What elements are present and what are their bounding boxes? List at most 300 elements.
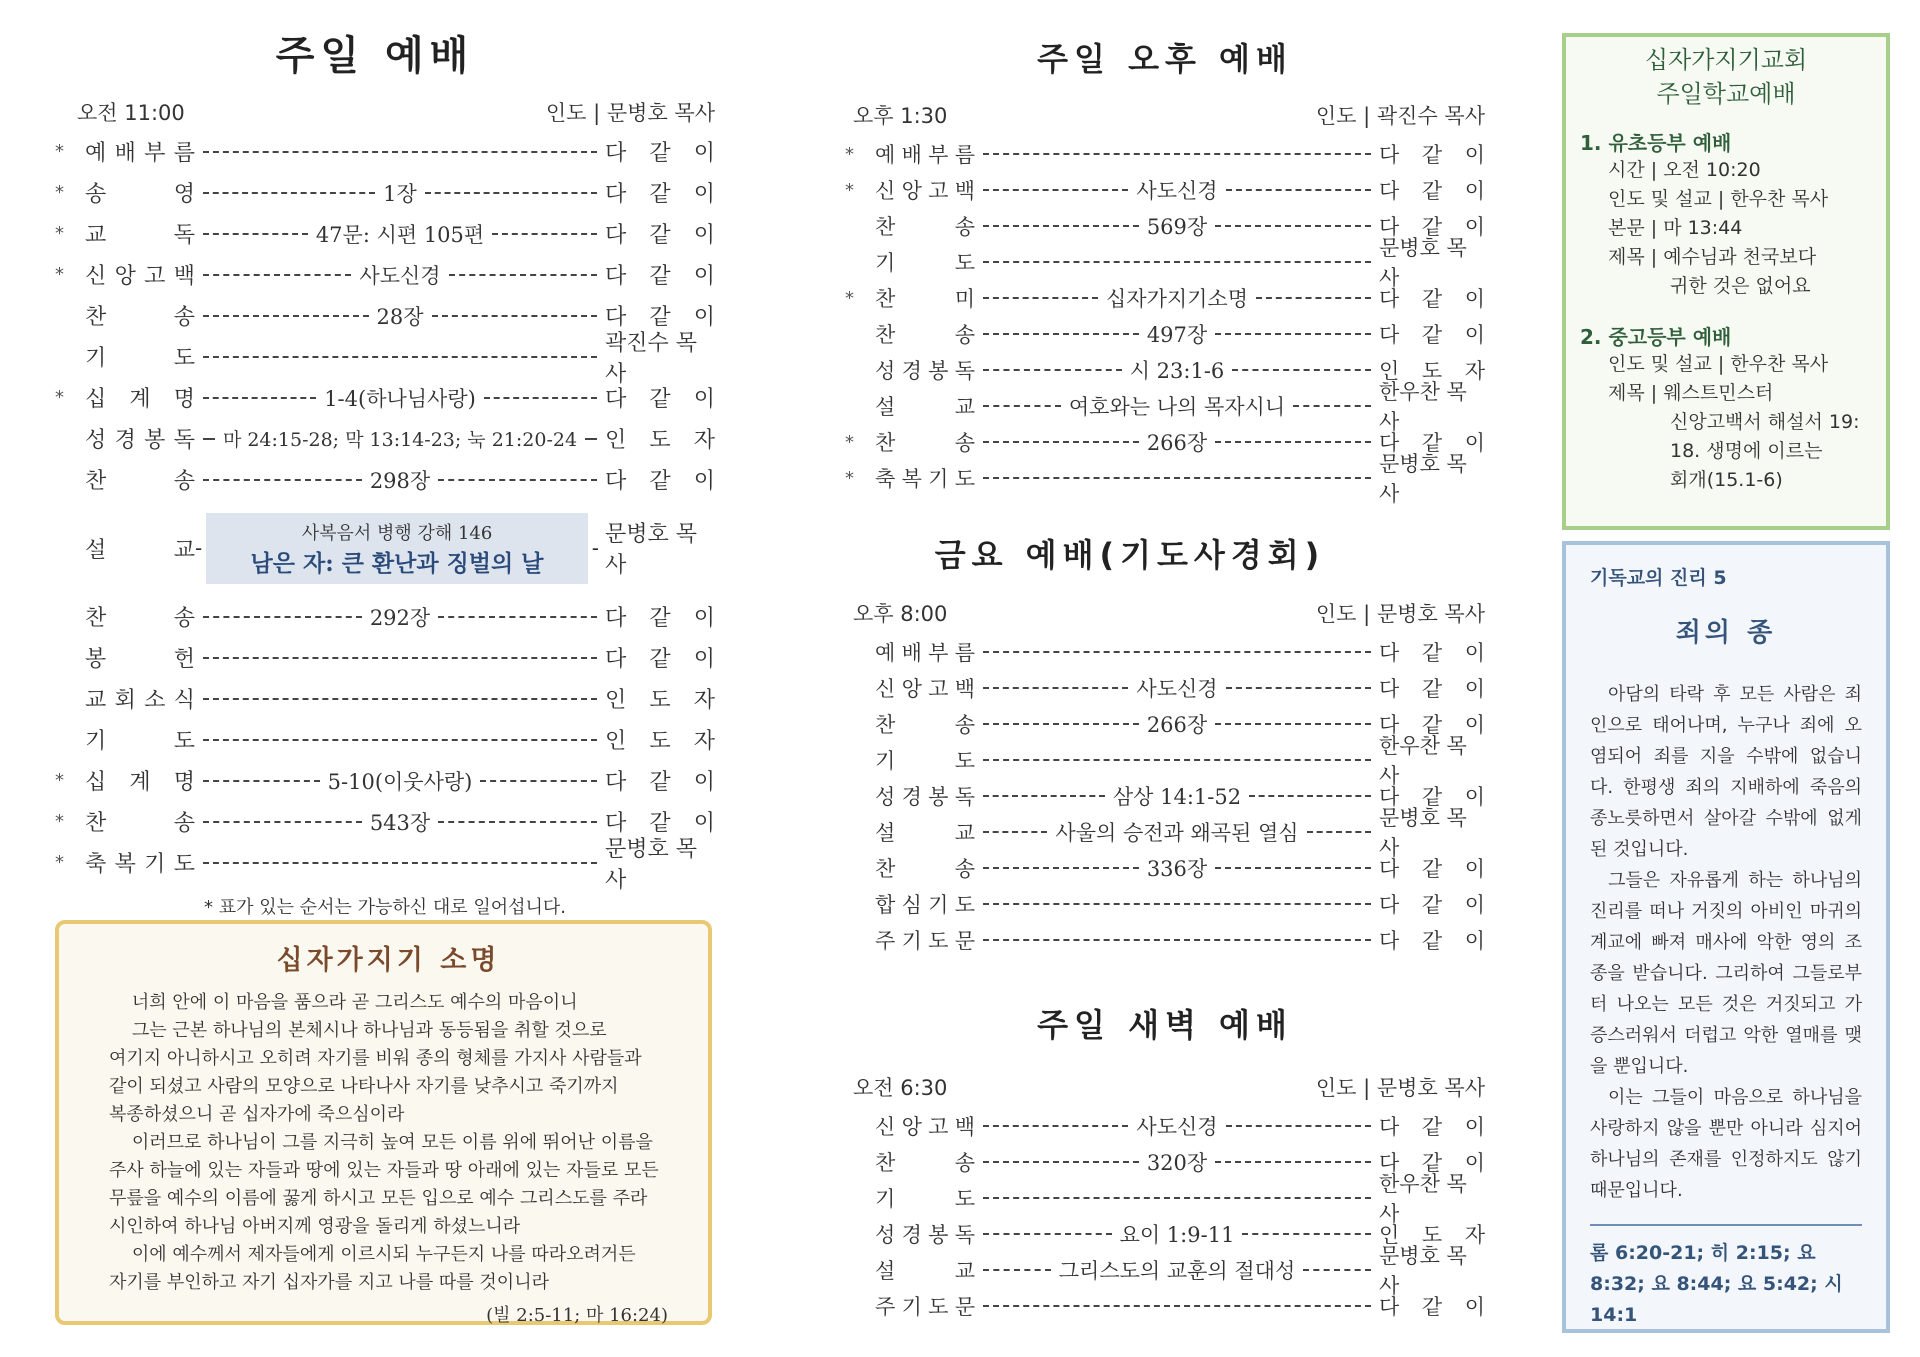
order-item bbox=[845, 1108, 1485, 1144]
standing-mark: * bbox=[55, 264, 64, 285]
order-item-content: 사도신경 bbox=[359, 263, 441, 288]
order-item bbox=[845, 634, 1485, 670]
mission-title: 십자가지기 소명 bbox=[276, 945, 501, 976]
dash-leader bbox=[203, 356, 597, 358]
elementary-time: 시간 | 오전 10:20 bbox=[1608, 159, 1761, 181]
order-item bbox=[845, 236, 1485, 290]
dash-leader bbox=[480, 780, 597, 782]
order-item-detail bbox=[975, 283, 1379, 313]
order-item-content: 292장 bbox=[369, 605, 431, 630]
dash-leader bbox=[203, 479, 362, 481]
sunday-school-box bbox=[1562, 33, 1890, 530]
standing-mark: * bbox=[55, 852, 64, 873]
sunday-school-title-line2: 주일학교예배 bbox=[1656, 80, 1796, 108]
order-item-detail bbox=[975, 651, 1379, 653]
order-item-content: 1-4(하나님사랑) bbox=[324, 386, 476, 411]
dash-leader bbox=[203, 438, 215, 440]
order-item-detail bbox=[975, 355, 1379, 385]
dash-leader bbox=[203, 780, 320, 782]
dash-leader bbox=[983, 225, 1139, 227]
order-item-detail bbox=[195, 178, 605, 208]
order-item bbox=[55, 637, 715, 678]
order-item-leader: 다 같 이 bbox=[1379, 431, 1485, 455]
dash-leader bbox=[983, 1125, 1128, 1127]
mission-line: 자기를 부인하고 자기 십자가를 지고 나를 따를 것이니라 bbox=[109, 1272, 549, 1293]
dash-leader bbox=[438, 479, 597, 481]
order-item-leader: 다 같 이 bbox=[1379, 215, 1485, 239]
order-item-content: 사도신경 bbox=[1136, 179, 1218, 203]
order-item-name: 십 계 명 bbox=[85, 387, 195, 412]
order-item-detail bbox=[195, 698, 605, 700]
order-item-leader: 인 도 자 bbox=[605, 729, 715, 754]
dash-leader bbox=[983, 261, 1371, 263]
afternoon-worship-lead: 인도 | 곽진수 목사 bbox=[1315, 104, 1485, 128]
truth-paragraph-2: 그들은 자유롭게 하는 하나님의 진리를 떠나 거짓의 아비인 마귀의 계교에 빠져 매사에 악한 영의 조종을 받습니다. 그리하여 그들로부터 나오는 모든 것은 거짓되고 가증스러워서 더럽고 악한 열매를 맺을 뿐입니다. bbox=[1590, 870, 1862, 1077]
dash-leader bbox=[203, 739, 597, 741]
order-item-name: 교 회 소 식 bbox=[85, 688, 195, 713]
order-item bbox=[55, 678, 715, 719]
mission-body bbox=[109, 989, 668, 1297]
order-item-detail bbox=[975, 1219, 1379, 1249]
order-item bbox=[845, 1244, 1485, 1298]
order-item-name: 기 도 bbox=[85, 346, 195, 371]
order-item-name: 교 독 bbox=[85, 223, 195, 248]
order-item-name: 신 앙 고 백 bbox=[85, 264, 195, 289]
order-item-content: 시 23:1-6 bbox=[1129, 359, 1225, 383]
dash-leader bbox=[983, 189, 1128, 191]
dash-leader bbox=[1215, 867, 1371, 869]
friday-worship-meta bbox=[845, 598, 1485, 628]
order-item-name: 예 배 부 름 bbox=[85, 141, 195, 166]
order-item-leader: 곽진수 목사 bbox=[605, 330, 698, 387]
order-item-detail bbox=[975, 939, 1379, 941]
order-item-detail bbox=[975, 1255, 1379, 1285]
order-item-detail bbox=[975, 853, 1379, 883]
dash-leader bbox=[983, 477, 1371, 479]
order-item bbox=[55, 459, 715, 500]
order-item-detail bbox=[195, 657, 605, 659]
truth-paragraph-1: 아담의 타락 후 모든 사람은 죄인으로 태어나며, 누구나 죄에 오염되어 죄를 지을 수밖에 없습니다. 한평생 죄의 지배하에 죽음의 종노릇하면서 살아갈 수밖에 없게 된 것입니다. bbox=[1590, 684, 1862, 860]
youth-subject-cont-3: 회개(15.1-6) bbox=[1670, 469, 1783, 491]
friday-worship-title: 금요 예배(기도사경회) bbox=[934, 536, 1326, 574]
dash-leader bbox=[449, 274, 597, 276]
order-item-leader: 다 같 이 bbox=[1379, 1295, 1485, 1319]
order-item-leader: 문병호 목사 bbox=[1379, 1244, 1467, 1298]
dash-leader bbox=[983, 333, 1139, 335]
order-item-name: 성 경 봉 독 bbox=[875, 359, 975, 383]
order-item-detail bbox=[975, 477, 1379, 479]
dash-leader bbox=[983, 795, 1105, 797]
order-item bbox=[55, 330, 715, 387]
mission-line: 시인하여 하나님 아버지께 영광을 돌리게 하셨느니라 bbox=[109, 1216, 521, 1237]
dash-leader bbox=[203, 862, 597, 864]
dawn-worship-title: 주일 새벽 예배 bbox=[1037, 1006, 1293, 1044]
order-item-name: 찬 송 bbox=[875, 431, 975, 455]
sunday-worship-meta bbox=[55, 97, 715, 127]
order-item-leader: 문병호 목사 bbox=[1379, 806, 1467, 860]
dawn-order-list bbox=[845, 1108, 1485, 1324]
order-item-leader: 다 같 이 bbox=[605, 264, 715, 289]
mission-line: 이러므로 하나님이 그를 지극히 높여 모든 이름 위에 뛰어난 이름을 bbox=[109, 1132, 653, 1153]
order-item-content: 47문: 시편 105편 bbox=[315, 222, 485, 247]
dash-leader bbox=[983, 297, 1098, 299]
order-item-detail bbox=[195, 425, 605, 452]
order-item-name: 신 앙 고 백 bbox=[875, 677, 975, 701]
dash-leader bbox=[983, 441, 1139, 443]
order-item-name: 찬 송 bbox=[85, 606, 195, 631]
dash-leader bbox=[983, 1305, 1371, 1307]
order-item-name: 찬 송 bbox=[875, 323, 975, 347]
dash-leader bbox=[983, 1233, 1112, 1235]
order-item bbox=[55, 172, 715, 213]
dash-leader bbox=[203, 233, 308, 235]
order-item-name: 찬 송 bbox=[85, 305, 195, 330]
order-item-leader: 다 같 이 bbox=[1379, 857, 1485, 881]
mission-box bbox=[55, 920, 712, 1325]
order-item-content: 298장 bbox=[369, 468, 431, 493]
order-item-content: 마 24:15-28; 막 13:14-23; 눅 21:20-24 bbox=[222, 429, 578, 451]
order-item-detail bbox=[195, 862, 605, 864]
dash-leader bbox=[983, 759, 1371, 761]
order-item-detail bbox=[195, 766, 605, 796]
order-item-detail bbox=[975, 1147, 1379, 1177]
order-item-detail bbox=[195, 301, 605, 331]
dash-leader bbox=[1307, 831, 1371, 833]
order-item-content: 요이 1:9-11 bbox=[1119, 1223, 1235, 1247]
order-item bbox=[845, 316, 1485, 352]
truth-title: 죄의 종 bbox=[1675, 618, 1777, 648]
order-item-leader: 한우찬 목사 bbox=[1379, 1172, 1467, 1226]
friday-order-list bbox=[845, 634, 1485, 958]
order-item-content: 336장 bbox=[1146, 857, 1208, 881]
dash-leader bbox=[203, 192, 375, 194]
dash-leader bbox=[983, 867, 1139, 869]
order-item-detail bbox=[195, 356, 605, 358]
mission-line: 무릎을 예수의 이름에 꿇게 하시고 모든 입으로 예수 그리스도를 주라 bbox=[109, 1188, 648, 1209]
sermon-title: 남은 자: 큰 환난과 징벌의 날 bbox=[250, 549, 544, 577]
order-item-detail bbox=[195, 383, 605, 413]
order-item-leader: 다 같 이 bbox=[1379, 641, 1485, 665]
dash-leader bbox=[983, 651, 1371, 653]
order-item-leader: 다 같 이 bbox=[1379, 713, 1485, 737]
truth-paragraph-3: 이는 그들이 마음으로 하나님을 사랑하지 않을 뿐만 아니라 심지어 하나님의 존재를 인정하지도 않기 때문입니다. bbox=[1590, 1087, 1862, 1201]
order-item-detail bbox=[195, 739, 605, 741]
standing-mark: * bbox=[55, 811, 64, 832]
sermon-leader: 문병호 목사 bbox=[605, 522, 698, 578]
dash-leader bbox=[983, 723, 1139, 725]
standing-note: * 표가 있는 순서는 가능하신 대로 일어섭니다. bbox=[203, 897, 567, 918]
order-item-leader: 인 도 자 bbox=[605, 428, 715, 453]
order-item-detail bbox=[975, 781, 1379, 811]
order-item bbox=[845, 136, 1485, 172]
order-item-name: 주 기 도 문 bbox=[875, 929, 975, 953]
elementary-subject: 제목 | 예수님과 천국보다 bbox=[1608, 246, 1817, 268]
order-item-content: 그리스도의 교훈의 절대성 bbox=[1058, 1259, 1296, 1283]
youth-subject-cont-1: 신앙고백서 해설서 19: bbox=[1670, 411, 1860, 433]
order-item-leader: 다 같 이 bbox=[605, 387, 715, 412]
order-item-name: 성 경 봉 독 bbox=[875, 1223, 975, 1247]
order-item bbox=[845, 1172, 1485, 1226]
order-item-content: 사도신경 bbox=[1136, 1115, 1218, 1139]
dash-leader bbox=[1242, 1233, 1371, 1235]
afternoon-worship-meta bbox=[845, 100, 1485, 130]
dash-leader bbox=[983, 1161, 1139, 1163]
order-item-leader: 다 같 이 bbox=[1379, 929, 1485, 953]
order-item bbox=[55, 213, 715, 254]
standing-mark: * bbox=[55, 223, 64, 244]
order-item-name: 성 경 봉 독 bbox=[875, 785, 975, 809]
order-item-content: 삼상 14:1-52 bbox=[1112, 785, 1242, 809]
order-item-leader: 다 같 이 bbox=[605, 141, 715, 166]
dash-leader bbox=[203, 616, 362, 618]
dash-leader bbox=[1249, 795, 1371, 797]
dash-leader bbox=[983, 939, 1371, 941]
order-item-leader: 한우찬 목사 bbox=[1379, 380, 1467, 434]
order-item-name: 십 계 명 bbox=[85, 770, 195, 795]
standing-mark: * bbox=[55, 141, 64, 162]
order-item-leader: 다 같 이 bbox=[1379, 323, 1485, 347]
order-item-content: 1장 bbox=[383, 181, 417, 206]
dash-leader bbox=[1215, 225, 1371, 227]
standing-mark: * bbox=[845, 143, 854, 165]
dash-leader bbox=[585, 438, 597, 440]
order-item-detail bbox=[975, 319, 1379, 349]
order-item bbox=[55, 719, 715, 760]
sunday-worship-time: 오전 11:00 bbox=[77, 101, 185, 125]
elementary-worship-heading: 1. 유초등부 예배 bbox=[1580, 131, 1732, 155]
dash-leader bbox=[203, 315, 369, 317]
order-item-name: 합 심 기 도 bbox=[875, 893, 975, 917]
dash-leader bbox=[425, 192, 597, 194]
dash-leader bbox=[1215, 723, 1371, 725]
order-item-leader: 다 같 이 bbox=[1379, 1151, 1485, 1175]
dash-leader bbox=[492, 233, 597, 235]
dash-leader bbox=[484, 397, 597, 399]
order-item-detail bbox=[195, 151, 605, 153]
order-item-leader: 인 도 자 bbox=[1379, 1223, 1485, 1247]
order-item-detail bbox=[975, 817, 1379, 847]
dash-leader bbox=[1232, 369, 1371, 371]
youth-lead: 인도 및 설교 | 한우찬 목사 bbox=[1608, 353, 1829, 375]
standing-mark: * bbox=[845, 287, 854, 309]
order-item-leader: 다 같 이 bbox=[1379, 143, 1485, 167]
order-item-content: 십자가지기소명 bbox=[1106, 287, 1249, 311]
order-item-detail bbox=[975, 673, 1379, 703]
order-item-content: 사도신경 bbox=[1136, 677, 1218, 701]
order-item-detail bbox=[975, 903, 1379, 905]
order-item-leader: 다 같 이 bbox=[605, 811, 715, 836]
order-item-leader: 다 같 이 bbox=[1379, 893, 1485, 917]
order-item-leader: 다 같 이 bbox=[605, 182, 715, 207]
order-item-detail bbox=[975, 709, 1379, 739]
order-item-leader: 다 같 이 bbox=[1379, 179, 1485, 203]
sunday-worship-lead: 인도 | 문병호 목사 bbox=[545, 101, 715, 125]
order-item bbox=[55, 596, 715, 637]
order-item-name: 주 기 도 문 bbox=[875, 1295, 975, 1319]
sermon-row bbox=[55, 500, 715, 596]
dash-leader bbox=[983, 405, 1061, 407]
sunday-school-title bbox=[1580, 43, 1872, 111]
order-item-name: 신 앙 고 백 bbox=[875, 179, 975, 203]
order-item bbox=[845, 806, 1485, 860]
youth-worship-heading: 2. 중고등부 예배 bbox=[1580, 325, 1732, 349]
order-item-detail bbox=[195, 260, 605, 290]
order-item bbox=[55, 760, 715, 801]
order-item-detail bbox=[975, 175, 1379, 205]
sunday-school-title-line1: 십자가지기교회 bbox=[1644, 46, 1808, 74]
order-item-detail bbox=[975, 261, 1379, 263]
order-item-leader: 인 도 자 bbox=[1379, 359, 1485, 383]
order-item-name: 송 영 bbox=[85, 182, 195, 207]
truth-references: 롬 6:20-21; 히 2:15; 요 8:32; 요 8:44; 요 5:42; 시 14:1 bbox=[1590, 1242, 1843, 1326]
order-item-detail bbox=[195, 465, 605, 495]
order-item bbox=[845, 172, 1485, 208]
dash-leader: - bbox=[195, 536, 203, 560]
order-item-leader: 다 같 이 bbox=[605, 469, 715, 494]
order-item-name: 찬 송 bbox=[875, 1151, 975, 1175]
order-item-detail bbox=[975, 211, 1379, 241]
order-item-leader: 다 같 이 bbox=[605, 647, 715, 672]
order-item-content: 266장 bbox=[1146, 431, 1208, 455]
dawn-worship-lead: 인도 | 문병호 목사 bbox=[1315, 1076, 1485, 1100]
dash-leader bbox=[1293, 405, 1371, 407]
dash-leader bbox=[983, 687, 1128, 689]
order-item-name: 기 도 bbox=[875, 1187, 975, 1211]
order-item-leader: 문병호 목사 bbox=[605, 836, 698, 893]
order-item-content: 320장 bbox=[1146, 1151, 1208, 1175]
standing-mark: * bbox=[845, 179, 854, 201]
friday-worship-time: 오후 8:00 bbox=[853, 602, 948, 626]
dash-leader bbox=[983, 1197, 1371, 1199]
sermon-series: 사복음서 병행 강해 146 bbox=[301, 522, 493, 544]
order-item-name: 설 교 bbox=[875, 821, 975, 845]
dash-leader bbox=[983, 369, 1122, 371]
order-item-leader: 다 같 이 bbox=[605, 770, 715, 795]
order-item-content: 5-10(이웃사랑) bbox=[327, 769, 473, 794]
mission-line: 복종하셨으니 곧 십자가에 죽으심이라 bbox=[109, 1104, 405, 1125]
standing-mark: * bbox=[845, 467, 854, 489]
truth-divider bbox=[1590, 1224, 1862, 1226]
dash-leader bbox=[1226, 687, 1371, 689]
order-item-name: 찬 송 bbox=[875, 857, 975, 881]
dash-leader bbox=[203, 657, 597, 659]
order-item-detail bbox=[195, 807, 605, 837]
order-item bbox=[845, 886, 1485, 922]
dash-leader bbox=[983, 903, 1371, 905]
dash-leader bbox=[203, 821, 362, 823]
sermon-box bbox=[206, 513, 588, 584]
order-item-name: 찬 송 bbox=[85, 469, 195, 494]
order-item-content: 266장 bbox=[1146, 713, 1208, 737]
order-item-content: 28장 bbox=[376, 304, 424, 329]
elementary-lead: 인도 및 설교 | 한우찬 목사 bbox=[1608, 188, 1829, 210]
order-item bbox=[845, 734, 1485, 788]
mission-reference: (빌 2:5-11; 마 16:24) bbox=[486, 1305, 668, 1326]
mission-line: 같이 되셨고 사람의 모양으로 나타나사 자기를 낮추시고 죽기까지 bbox=[109, 1076, 619, 1097]
order-item-name: 설 교 bbox=[875, 395, 975, 419]
order-item-name: 기 도 bbox=[85, 729, 195, 754]
elementary-text: 본문 | 마 13:44 bbox=[1608, 217, 1743, 239]
order-item bbox=[55, 254, 715, 295]
order-item-detail bbox=[975, 759, 1379, 761]
order-item bbox=[845, 1288, 1485, 1324]
dash-leader bbox=[983, 153, 1371, 155]
order-item bbox=[55, 418, 715, 459]
order-item-leader: 문병호 목사 bbox=[1379, 236, 1467, 290]
dash-leader bbox=[983, 831, 1047, 833]
order-item-name: 신 앙 고 백 bbox=[875, 1115, 975, 1139]
order-item-detail bbox=[975, 153, 1379, 155]
dash-leader: - bbox=[591, 536, 599, 560]
order-item-name: 기 도 bbox=[875, 251, 975, 275]
order-item-leader: 다 같 이 bbox=[1379, 1115, 1485, 1139]
order-item-name: 예 배 부 름 bbox=[875, 143, 975, 167]
order-item-name: 찬 송 bbox=[875, 215, 975, 239]
mission-line: 이에 예수께서 제자들에게 이르시되 누구든지 나를 따라오려거든 bbox=[109, 1244, 636, 1265]
order-item-content: 543장 bbox=[369, 810, 431, 835]
dawn-worship-time: 오전 6:30 bbox=[853, 1076, 948, 1100]
truth-kicker: 기독교의 진리 5 bbox=[1590, 567, 1727, 589]
afternoon-order-list bbox=[845, 136, 1485, 506]
youth-subject-cont-2: 18. 생명에 이르는 bbox=[1670, 440, 1823, 462]
order-item bbox=[55, 131, 715, 172]
friday-worship-lead: 인도 | 문병호 목사 bbox=[1315, 602, 1485, 626]
order-item-detail bbox=[975, 1197, 1379, 1199]
order-item-content: 여호와는 나의 목자시니 bbox=[1068, 395, 1286, 419]
order-item-name: 예 배 부 름 bbox=[875, 641, 975, 665]
order-item bbox=[55, 377, 715, 418]
order-item-leader: 다 같 이 bbox=[605, 606, 715, 631]
order-item-leader: 문병호 목사 bbox=[1379, 452, 1467, 506]
order-item-leader: 인 도 자 bbox=[605, 688, 715, 713]
standing-mark: * bbox=[845, 431, 854, 453]
christian-truth-box bbox=[1562, 541, 1890, 1333]
order-item-leader: 다 같 이 bbox=[605, 305, 715, 330]
dash-leader bbox=[1215, 333, 1371, 335]
order-item-content: 497장 bbox=[1146, 323, 1208, 347]
order-item-name: 봉 헌 bbox=[85, 647, 195, 672]
sunday-worship-title: 주일 예배 bbox=[275, 33, 475, 79]
order-item bbox=[845, 850, 1485, 886]
mission-line: 너희 안에 이 마음을 품으라 곧 그리스도 예수의 마음이니 bbox=[109, 992, 578, 1013]
order-item-name: 축 복 기 도 bbox=[85, 852, 195, 877]
order-item-leader: 다 같 이 bbox=[1379, 785, 1485, 809]
dash-leader bbox=[432, 315, 598, 317]
order-item bbox=[845, 922, 1485, 958]
sunday-worship-section bbox=[55, 0, 715, 919]
dash-leader bbox=[1226, 1125, 1371, 1127]
order-item-detail bbox=[975, 1305, 1379, 1307]
order-item-leader: 다 같 이 bbox=[605, 223, 715, 248]
dash-leader bbox=[1256, 297, 1371, 299]
order-item-name: 설 교 bbox=[875, 1259, 975, 1283]
order-item-name: 축 복 기 도 bbox=[875, 467, 975, 491]
dash-leader bbox=[203, 274, 351, 276]
order-item-detail bbox=[975, 427, 1379, 457]
order-item-leader: 다 같 이 bbox=[1379, 287, 1485, 311]
mission-line: 주사 하늘에 있는 자들과 땅에 있는 자들과 땅 아래에 있는 자들로 모든 bbox=[109, 1160, 659, 1181]
order-item-name: 찬 송 bbox=[875, 713, 975, 737]
sunday-order-list bbox=[55, 131, 715, 893]
order-item-name: 찬 송 bbox=[85, 811, 195, 836]
standing-mark: * bbox=[55, 387, 64, 408]
order-item-detail bbox=[195, 602, 605, 632]
order-item-name: 성 경 봉 독 bbox=[85, 428, 195, 453]
dawn-worship-meta bbox=[845, 1072, 1485, 1102]
order-item bbox=[845, 280, 1485, 316]
order-item-leader: 한우찬 목사 bbox=[1379, 734, 1467, 788]
mission-line: 여기지 아니하시고 오히려 자기를 비워 종의 형체를 가지사 사람들과 bbox=[109, 1048, 642, 1069]
